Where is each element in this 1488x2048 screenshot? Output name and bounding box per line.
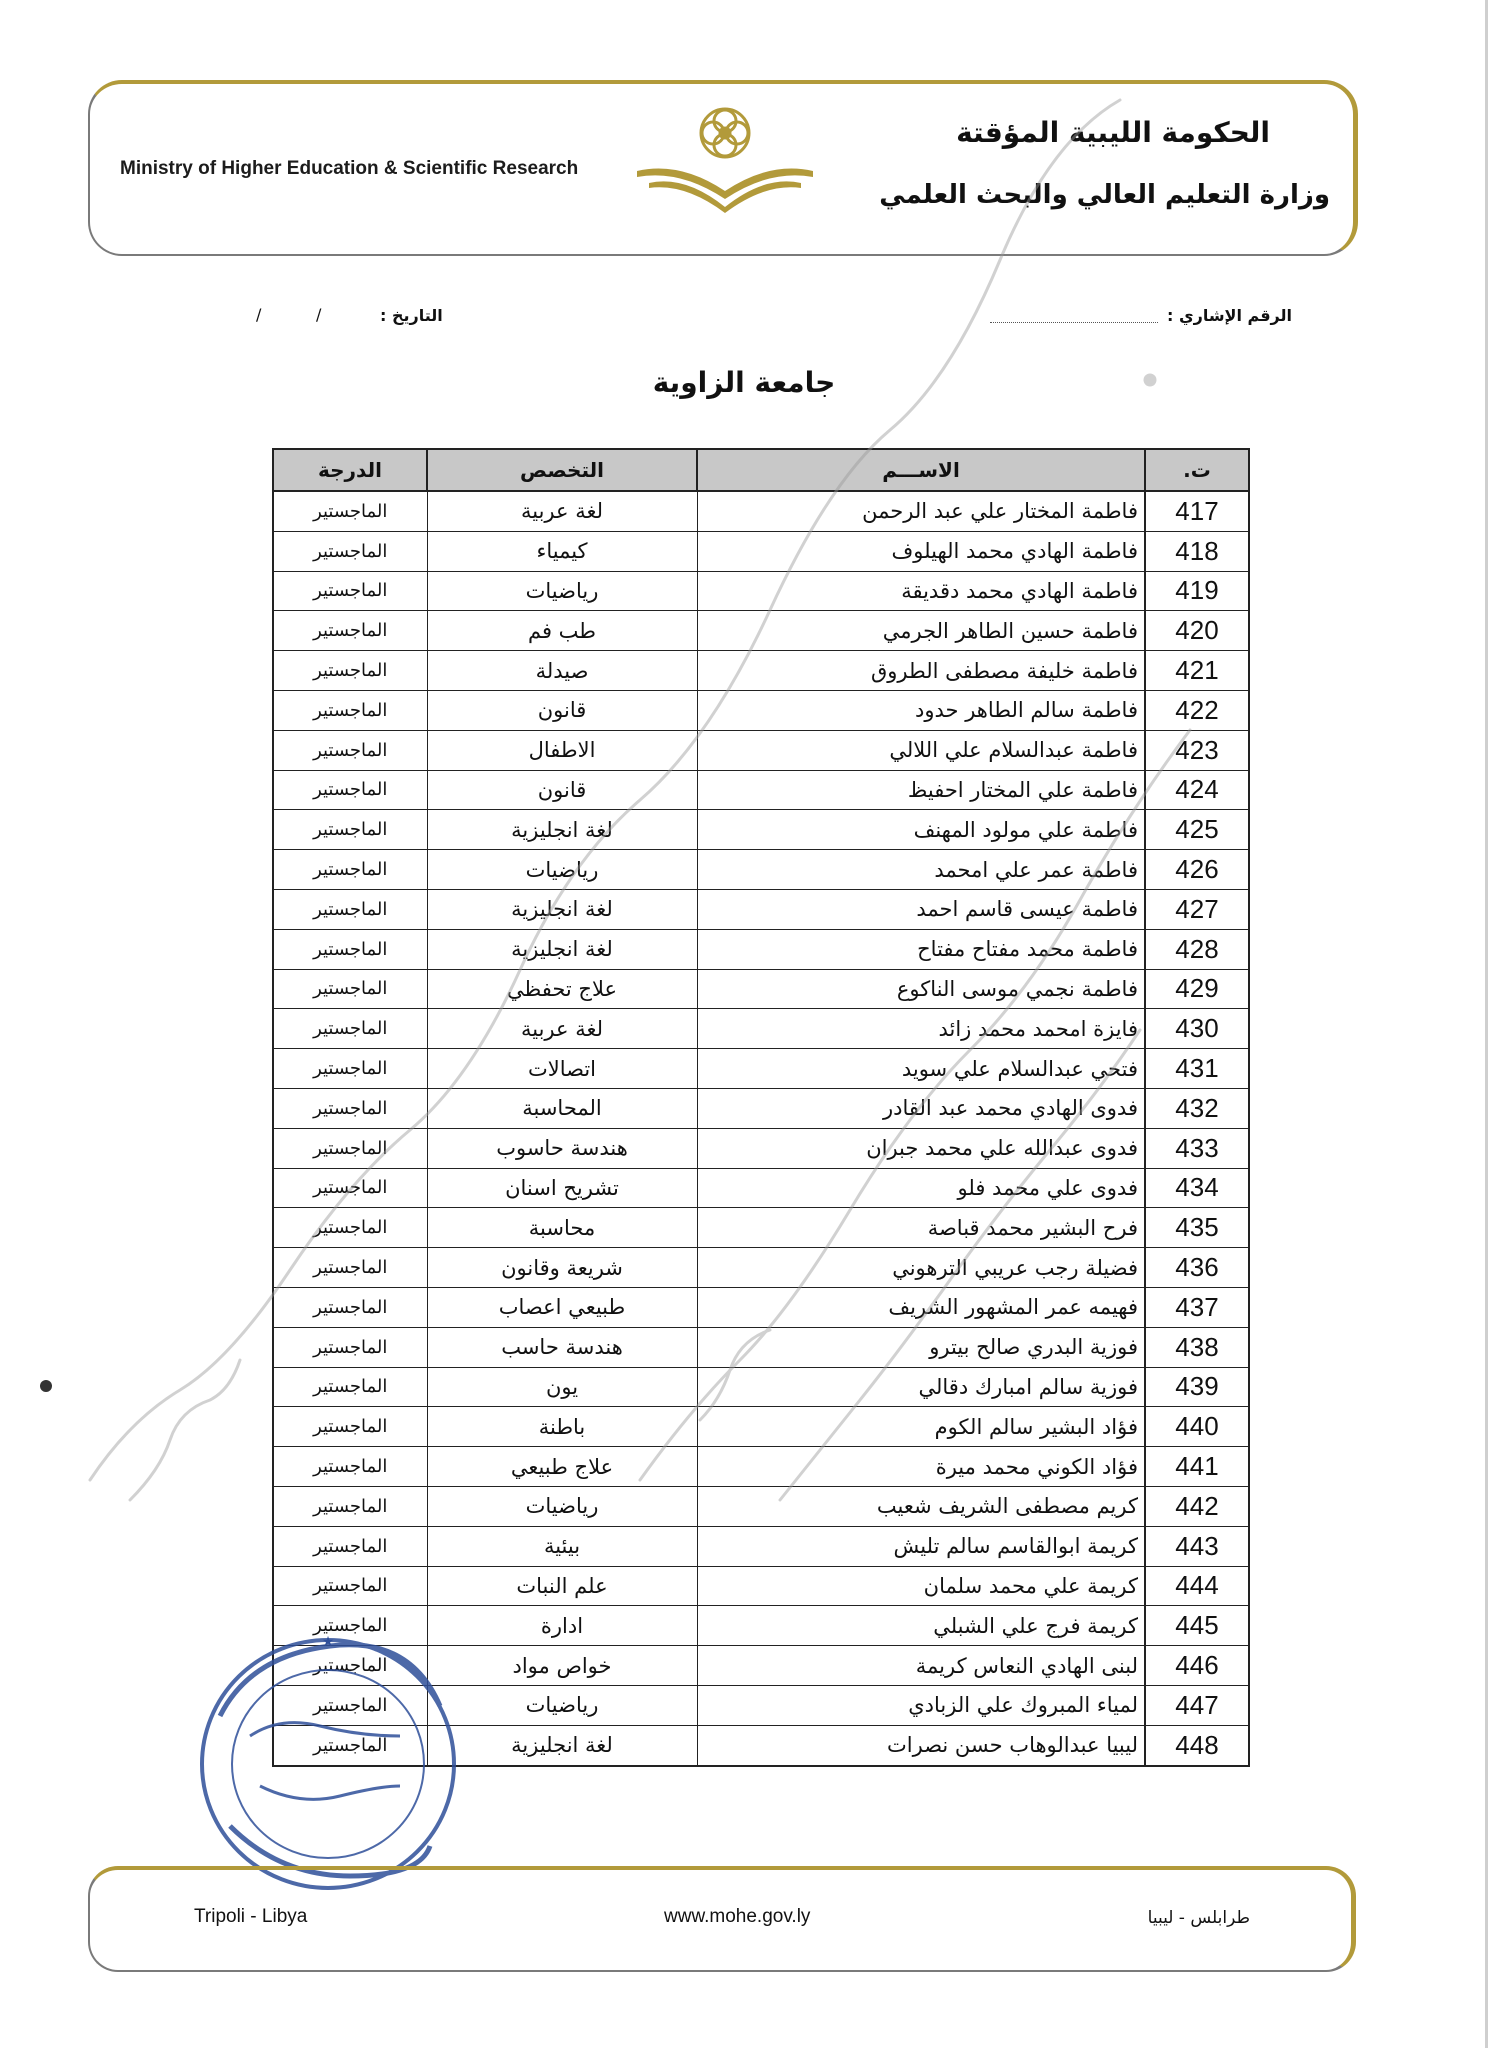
row-degree: الماجستير [273, 1447, 427, 1487]
book-flower-logo-icon [635, 103, 815, 213]
row-specialty: شريعة وقانون [427, 1248, 697, 1288]
row-number: 441 [1145, 1447, 1249, 1487]
row-name: فاطمة الهادي محمد دقديقة [697, 571, 1145, 611]
row-degree: الماجستير [273, 531, 427, 571]
table-row [273, 850, 1249, 890]
row-degree: الماجستير [273, 1367, 427, 1407]
column-header-specialty: التخصص [427, 449, 697, 491]
row-number: 444 [1145, 1566, 1249, 1606]
row-name: فؤاد الكوني محمد ميرة [697, 1447, 1145, 1487]
column-header-name: الاســـم [697, 449, 1145, 491]
row-specialty: المحاسبة [427, 1088, 697, 1128]
row-degree: الماجستير [273, 1566, 427, 1606]
row-specialty: قانون [427, 770, 697, 810]
row-specialty: هندسة حاسب [427, 1327, 697, 1367]
reference-number-label: الرقم الإشاري : [1166, 306, 1292, 325]
date-separator: / [316, 305, 322, 324]
table-row [273, 1248, 1249, 1288]
row-specialty: رياضيات [427, 850, 697, 890]
row-degree: الماجستير [273, 1128, 427, 1168]
ink-dot [40, 1380, 52, 1392]
row-specialty: طبيعي اعصاب [427, 1287, 697, 1327]
row-number: 438 [1145, 1327, 1249, 1367]
row-specialty: باطنة [427, 1407, 697, 1447]
table-row [273, 1287, 1249, 1327]
row-number: 427 [1145, 889, 1249, 929]
row-number: 436 [1145, 1248, 1249, 1288]
row-specialty: لغة انجليزية [427, 929, 697, 969]
row-degree: الماجستير [273, 690, 427, 730]
government-name-ar: الحكومة الليبية المؤقتة [956, 116, 1270, 149]
table-row [273, 810, 1249, 850]
row-name: كريمة علي محمد سلمان [697, 1566, 1145, 1606]
row-name: فاطمة علي المختار احفيظ [697, 770, 1145, 810]
row-number: 434 [1145, 1168, 1249, 1208]
row-degree: الماجستير [273, 571, 427, 611]
row-number: 425 [1145, 810, 1249, 850]
row-specialty: علاج تحفظي [427, 969, 697, 1009]
row-specialty: لغة عربية [427, 1009, 697, 1049]
row-name: فضيلة رجب عريبي الترهوني [697, 1248, 1145, 1288]
row-degree: الماجستير [273, 1208, 427, 1248]
row-name: فدوى الهادي محمد عبد القادر [697, 1088, 1145, 1128]
table-header-row [273, 449, 1249, 491]
table-row [273, 1606, 1249, 1646]
table-row [273, 1168, 1249, 1208]
table-row [273, 730, 1249, 770]
row-degree: الماجستير [273, 850, 427, 890]
table-row [273, 571, 1249, 611]
table-row [273, 1327, 1249, 1367]
row-number: 420 [1145, 611, 1249, 651]
row-specialty: محاسبة [427, 1208, 697, 1248]
row-degree: الماجستير [273, 491, 427, 531]
row-number: 443 [1145, 1526, 1249, 1566]
row-specialty: كيمياء [427, 531, 697, 571]
row-number: 446 [1145, 1646, 1249, 1686]
row-name: فايزة امحمد محمد زائد [697, 1009, 1145, 1049]
footer-website-link[interactable]: www.mohe.gov.ly [664, 1906, 811, 1927]
row-degree: الماجستير [273, 1049, 427, 1089]
row-degree: الماجستير [273, 770, 427, 810]
row-name: لمياء المبروك علي الزبادي [697, 1685, 1145, 1725]
row-degree: الماجستير [273, 1088, 427, 1128]
row-name: فاطمة خليفة مصطفى الطروق [697, 651, 1145, 691]
table-row [273, 1128, 1249, 1168]
table-row [273, 929, 1249, 969]
table-row [273, 1407, 1249, 1447]
row-number: 445 [1145, 1606, 1249, 1646]
footer-city-en: Tripoli - Libya [194, 1906, 308, 1927]
table-row [273, 1725, 1249, 1765]
row-degree: الماجستير [273, 1606, 427, 1646]
footer-city-ar: طرابلس - ليبيا [1147, 1908, 1250, 1928]
row-name: فاطمة محمد مفتاح مفتاح [697, 929, 1145, 969]
row-number: 419 [1145, 571, 1249, 611]
row-name: فتحي عبدالسلام علي سويد [697, 1049, 1145, 1089]
row-number: 439 [1145, 1367, 1249, 1407]
row-name: فوزية سالم امبارك دقالي [697, 1367, 1145, 1407]
row-degree: الماجستير [273, 1646, 427, 1686]
row-number: 433 [1145, 1128, 1249, 1168]
row-number: 448 [1145, 1725, 1249, 1765]
row-degree: الماجستير [273, 1009, 427, 1049]
row-specialty: رياضيات [427, 571, 697, 611]
row-degree: الماجستير [273, 651, 427, 691]
row-degree: الماجستير [273, 1526, 427, 1566]
row-name: فاطمة الهادي محمد الهيلوف [697, 531, 1145, 571]
row-name: لبنى الهادي النعاس كريمة [697, 1646, 1145, 1686]
row-specialty: قانون [427, 690, 697, 730]
row-name: فرح البشير محمد قباصة [697, 1208, 1145, 1248]
row-name: فوزية البدري صالح بيترو [697, 1327, 1145, 1367]
table-row [273, 1566, 1249, 1606]
row-name: فهيمه عمر المشهور الشريف [697, 1287, 1145, 1327]
row-specialty: خواص مواد [427, 1646, 697, 1686]
row-number: 428 [1145, 929, 1249, 969]
table-row [273, 531, 1249, 571]
row-degree: الماجستير [273, 1407, 427, 1447]
row-specialty: صيدلة [427, 651, 697, 691]
table-row [273, 1088, 1249, 1128]
table-row [273, 1447, 1249, 1487]
row-name: فاطمة المختار علي عبد الرحمن [697, 491, 1145, 531]
table-row [273, 611, 1249, 651]
row-specialty: اتصالات [427, 1049, 697, 1089]
roster-table [272, 448, 1250, 1767]
row-number: 447 [1145, 1685, 1249, 1725]
row-name: ليبيا عبدالوهاب حسن نصرات [697, 1725, 1145, 1765]
date-label: التاريخ : [380, 306, 443, 325]
row-specialty: بيئية [427, 1526, 697, 1566]
row-specialty: ادارة [427, 1606, 697, 1646]
row-specialty: تشريح اسنان [427, 1168, 697, 1208]
row-number: 422 [1145, 690, 1249, 730]
row-specialty: رياضيات [427, 1486, 697, 1526]
row-degree: الماجستير [273, 1685, 427, 1725]
row-specialty: لغة انجليزية [427, 1725, 697, 1765]
row-name: فاطمة عبدالسلام علي اللالي [697, 730, 1145, 770]
row-degree: الماجستير [273, 611, 427, 651]
row-degree: الماجستير [273, 1168, 427, 1208]
row-name: كريمة فرج علي الشبلي [697, 1606, 1145, 1646]
table-row [273, 1367, 1249, 1407]
row-number: 429 [1145, 969, 1249, 1009]
row-number: 423 [1145, 730, 1249, 770]
table-row [273, 1526, 1249, 1566]
row-specialty: لغة عربية [427, 491, 697, 531]
row-specialty: رياضيات [427, 1685, 697, 1725]
row-degree: الماجستير [273, 730, 427, 770]
row-name: كريمة ابوالقاسم سالم تليش [697, 1526, 1145, 1566]
row-specialty: طب فم [427, 611, 697, 651]
reference-number-line [990, 322, 1158, 323]
row-specialty: هندسة حاسوب [427, 1128, 697, 1168]
row-degree: الماجستير [273, 929, 427, 969]
table-row [273, 651, 1249, 691]
row-number: 426 [1145, 850, 1249, 890]
row-degree: الماجستير [273, 1248, 427, 1288]
row-degree: الماجستير [273, 969, 427, 1009]
table-row [273, 1685, 1249, 1725]
date-separator: / [256, 305, 262, 324]
row-specialty: يون [427, 1367, 697, 1407]
table-row [273, 969, 1249, 1009]
table-row [273, 690, 1249, 730]
row-degree: الماجستير [273, 1327, 427, 1367]
row-number: 440 [1145, 1407, 1249, 1447]
row-degree: الماجستير [273, 810, 427, 850]
row-degree: الماجستير [273, 889, 427, 929]
row-name: فاطمة عمر علي امحمد [697, 850, 1145, 890]
table-row [273, 1009, 1249, 1049]
table-row [273, 1208, 1249, 1248]
column-header-number: ت. [1145, 449, 1249, 491]
row-number: 437 [1145, 1287, 1249, 1327]
row-number: 421 [1145, 651, 1249, 691]
row-name: فاطمة حسين الطاهر الجرمي [697, 611, 1145, 651]
row-degree: الماجستير [273, 1287, 427, 1327]
row-specialty: لغة انجليزية [427, 810, 697, 850]
row-number: 432 [1145, 1088, 1249, 1128]
column-header-degree: الدرجة [273, 449, 427, 491]
row-number: 418 [1145, 531, 1249, 571]
row-name: كريم مصطفى الشريف شعيب [697, 1486, 1145, 1526]
row-name: فدوى عبدالله علي محمد جبران [697, 1128, 1145, 1168]
row-name: فاطمة عيسى قاسم احمد [697, 889, 1145, 929]
page-title: جامعة الزاوية [652, 366, 836, 399]
row-number: 417 [1145, 491, 1249, 531]
ministry-name-ar: وزارة التعليم العالي والبحث العلمي [879, 180, 1330, 210]
row-specialty: الاطفال [427, 730, 697, 770]
row-specialty: علاج طبيعي [427, 1447, 697, 1487]
row-name: فاطمة نجمي موسى الناكوع [697, 969, 1145, 1009]
table-row [273, 1646, 1249, 1686]
row-name: فؤاد البشير سالم الكوم [697, 1407, 1145, 1447]
table-row [273, 889, 1249, 929]
row-number: 431 [1145, 1049, 1249, 1089]
row-specialty: لغة انجليزية [427, 889, 697, 929]
row-number: 442 [1145, 1486, 1249, 1526]
row-degree: الماجستير [273, 1725, 427, 1765]
ministry-name-en: Ministry of Higher Education & Scientific Research [120, 158, 579, 179]
svg-text:★: ★ [321, 1634, 335, 1650]
table-row [273, 770, 1249, 810]
row-name: فاطمة علي مولود المهنف [697, 810, 1145, 850]
row-specialty: علم النبات [427, 1566, 697, 1606]
row-number: 435 [1145, 1208, 1249, 1248]
table-row [273, 1049, 1249, 1089]
row-number: 424 [1145, 770, 1249, 810]
table-row [273, 1486, 1249, 1526]
row-name: فاطمة سالم الطاهر حدود [697, 690, 1145, 730]
row-degree: الماجستير [273, 1486, 427, 1526]
table-row [273, 491, 1249, 531]
row-number: 430 [1145, 1009, 1249, 1049]
row-name: فدوى علي محمد فلو [697, 1168, 1145, 1208]
